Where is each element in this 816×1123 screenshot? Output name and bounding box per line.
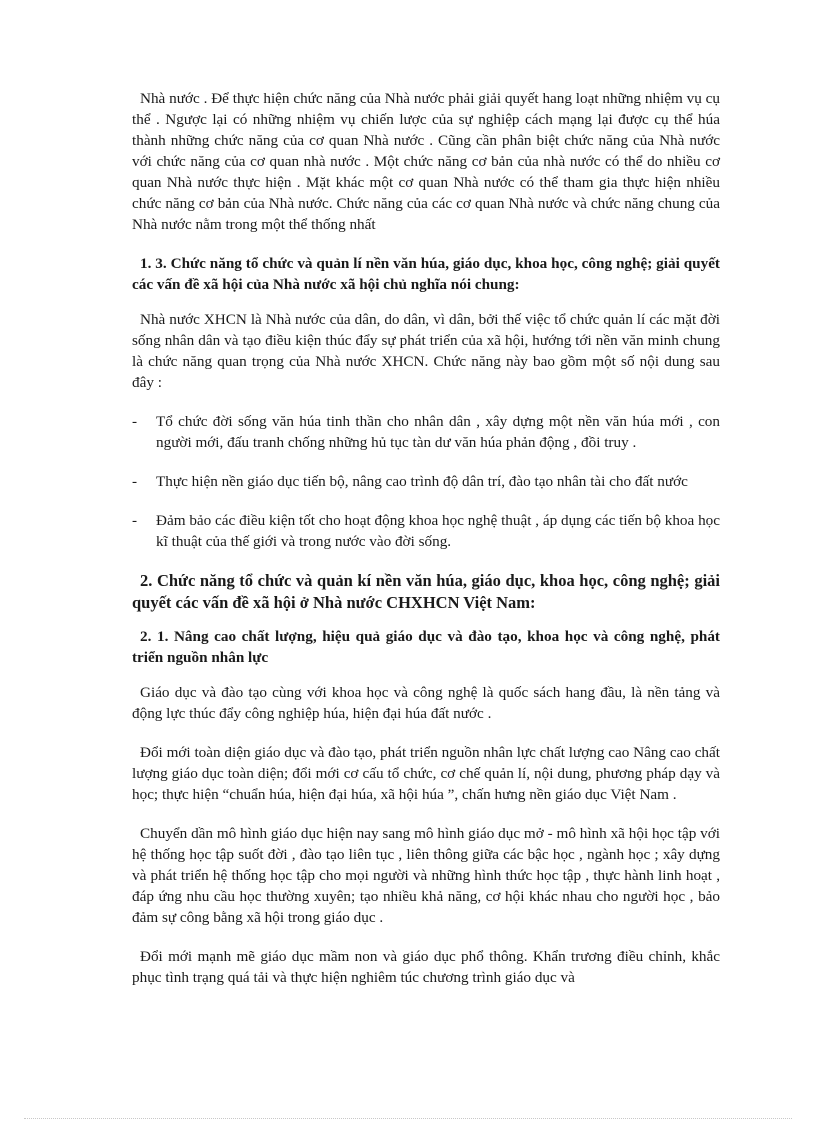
paragraph-education-policy: Giáo dục và đào tạo cùng với khoa học và công nghệ là quốc sách hang đầu, là nền tảng và động lực thúc đẩy công nghiệp húa, hiện đại húa đất nước . [132,684,720,722]
document-body [132,88,720,1006]
heading-2: 2. Chức năng tổ chức và quản kí nền văn húa, giáo dục, khoa học, công nghệ; giải quyết các vấn đề xã hội ở Nhà nước CHXHCN Việt Nam: [132,571,720,612]
paragraph-xhcn-state: Nhà nước XHCN là Nhà nước của dân, do dân, vì dân, bởi thế việc tổ chức quản lí các mặt đời sống nhân dân và tạo điều kiện thúc đẩy sự phát triển của xã hội, hướng tới nền văn minh chung là chức năng quan trọng của Nhà nước XHCN. Chức năng này bao gồm một số nội dung sau đây : [132,311,720,391]
list-item-text: Thực hiện nền giáo dục tiến bộ, nâng cao trình độ dân trí, đào tạo nhân tài cho đất nước [156,473,688,490]
bullet-list [132,411,720,552]
paragraph-state-functions: Nhà nước . Để thực hiện chức năng của Nhà nước phải giải quyết hang loạt những nhiệm vụ cụ thể . Ngược lại có những nhiệm vụ chiến lược của sự nghiệp cách mạng lại được cụ thể húa thành những chức năng của cơ quan Nhà nước . Cũng cần phân biệt chức năng của Nhà nước với chức năng của cơ quan nhà nước . Một chức năng cơ bản của nhà nước có thể do nhiều cơ quan Nhà nước thực hiện . Mặt khác một cơ quan Nhà nước có thể tham gia thực hiện nhiều chức năng cơ bản của Nhà nước. Chức năng của các cơ quan Nhà nước và chức năng chung của Nhà nước nằm trong một thể thống nhất [132,90,720,233]
list-item-text: Đảm bảo các điều kiện tốt cho hoạt động khoa học nghệ thuật , áp dụng các tiến bộ khoa học kĩ thuật của thế giới và trong nước vào đời sống. [156,512,720,550]
paragraph-open-education: Chuyển dần mô hình giáo dục hiện nay sang mô hình giáo dục mở - mô hình xã hội học tập với hệ thống học tập suốt đời , đào tạo liên tục , liên thông giữa các bậc học , ngành học ; xây dựng và phát triển hệ thống học tập cho mọi người và những hình thức học tập , thực hành linh hoạt , đáp ứng nhu cầu học thường xuyên; tạo nhiều khả năng, cơ hội khác nhau cho người học , bảo đảm sự công bằng xã hội trong giáo dục . [132,825,720,926]
list-item [132,471,720,492]
heading-1-3: 1. 3. Chức năng tổ chức và quản lí nền văn húa, giáo dục, khoa học, công nghệ; giải quyết các vấn đề xã hội của Nhà nước xã hội chủ nghĩa nói chung: [132,255,720,293]
list-item [132,510,720,552]
heading-2-1: 2. 1. Nâng cao chất lượng, hiệu quả giáo dục và đào tạo, khoa học và công nghệ, phát triển nguồn nhân lực [132,628,720,666]
list-item-text: Tổ chức đời sống văn húa tinh thần cho nhân dân , xây dựng một nền văn húa mới , con người mới, đấu tranh chống những hủ tục tàn dư văn húa phản động , đồi truy . [156,413,720,451]
dash-bullet: - [132,473,138,490]
dash-bullet: - [132,413,138,430]
paragraph-preschool-reform: Đổi mới mạnh mẽ giáo dục mầm non và giáo dục phổ thông. Khẩn trương điều chỉnh, khắc phục tình trạng quá tải và thực hiện nghiêm túc chương trình giáo dục và [132,948,720,986]
dash-bullet: - [132,512,138,529]
page-bottom-divider [24,1118,792,1119]
paragraph-education-reform: Đổi mới toàn diện giáo dục và đào tạo, phát triển nguồn nhân lực chất lượng cao Nâng cao chất lượng giáo dục toàn diện; đổi mới cơ cấu tổ chức, cơ chế quản lí, nội dung, phương pháp dạy và học; thực hiện “chuẩn húa, hiện đại húa, xã hội húa ”, chấn hưng nền giáo dục Việt Nam . [132,744,720,803]
list-item [132,411,720,453]
